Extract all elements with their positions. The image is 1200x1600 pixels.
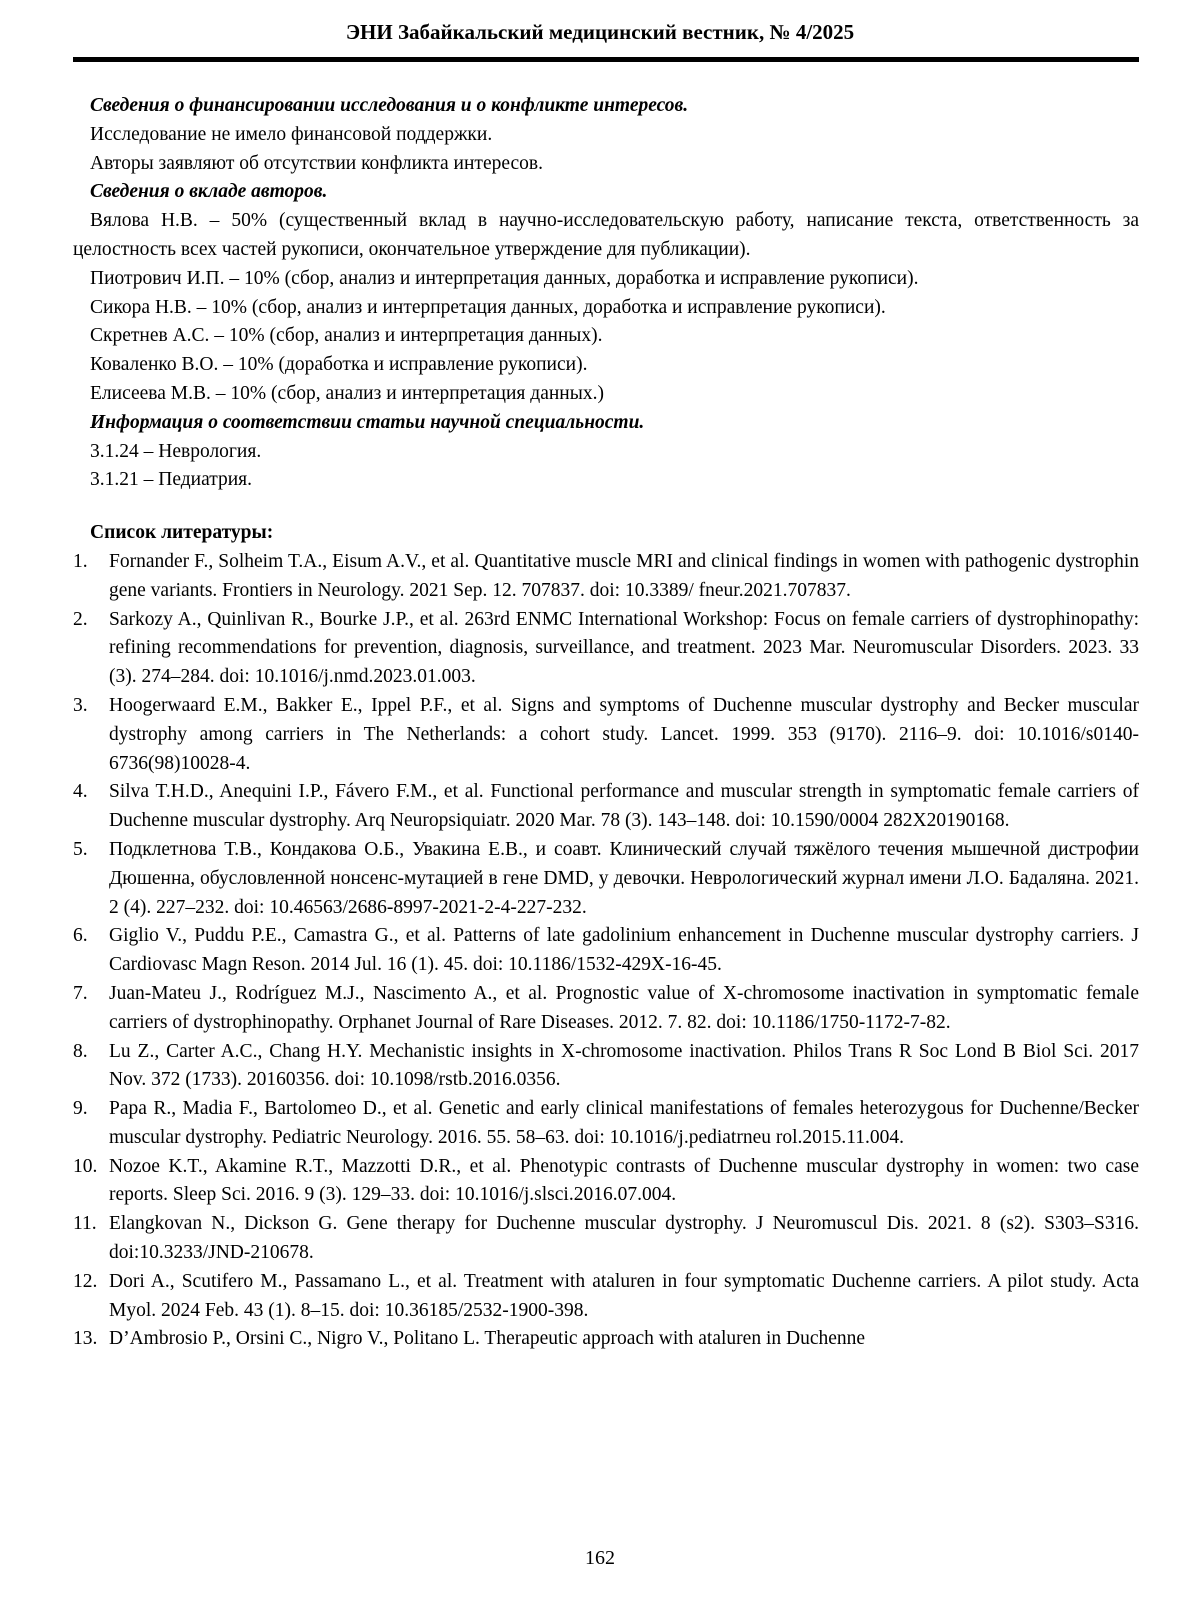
reference-number: 6. <box>73 925 88 947</box>
header-rule <box>73 57 1139 62</box>
reference-number: 4. <box>73 781 88 803</box>
reference-item <box>73 1153 1139 1211</box>
contribution-line: Сикора Н.В. – 10% (сбор, анализ и интерпретация данных, доработка и исправление рукописи). <box>90 296 886 318</box>
page-number: 162 <box>585 1547 615 1569</box>
reference-text: Подклетнова Т.В., Кондакова О.Б., Увакина Е.В., и соавт. Клинический случай тяжёлого течения мышечной дистрофии Дюшенна, обусловленной нонсенс-мутацией в гене DMD, у девочки. Неврологический журнал имени Л.О. Бадаляна. 2021. 2 (4). 227–232. doi: 10.46563/2686-8997-2021-2-4-227-232. <box>109 838 1139 918</box>
contribution-line: Пиотрович И.П. – 10% (сбор, анализ и интерпретация данных, доработка и исправление рукописи). <box>90 267 919 289</box>
reference-number: 11. <box>73 1213 97 1235</box>
contribution-line: Скретнев А.С. – 10% (сбор, анализ и интерпретация данных). <box>90 325 603 347</box>
reference-text: Sarkozy A., Quinlivan R., Bourke J.P., et al. 263rd ENMC International Workshop: Focus on female carriers of dystrophinopathy: refining recommendations for prevention, diagnosis, surveillance, and treatment. 2023 Mar. Neuromuscular Disorders. 2023. 33 (3). 274–284. doi: 10.1016/j.nmd.2023.01.003. <box>109 608 1139 688</box>
conflict-line: Авторы заявляют об отсутствии конфликта интересов. <box>90 152 543 174</box>
reference-number: 8. <box>73 1040 88 1062</box>
article-body <box>73 92 1139 1354</box>
reference-number: 3. <box>73 694 88 716</box>
reference-number: 1. <box>73 550 88 572</box>
reference-item <box>73 548 1139 606</box>
specialty-line: 3.1.24 – Неврология. <box>90 440 262 462</box>
reference-number: 2. <box>73 608 88 630</box>
reference-text: Fornander F., Solheim T.A., Eisum A.V., et al. Quantitative muscle MRI and clinical findings in women with pathogenic dystrophin gene variants. Frontiers in Neurology. 2021 Sep. 12. 707837. doi: 10.3389/ fneur.2021.707837. <box>109 550 1139 601</box>
reference-text: Hoogerwaard E.M., Bakker E., Ippel P.F., et al. Signs and symptoms of Duchenne muscular dystrophy and Becker muscular dystrophy among carriers in The Netherlands: a cohort study. Lancet. 1999. 353 (9170). 2116–9. doi: 10.1016/s0140-6736(98)10028-4. <box>109 694 1139 774</box>
reference-text: Silva T.H.D., Anequini I.P., Fávero F.M., et al. Functional performance and muscular strength in symptomatic female carriers of Duchenne muscular dystrophy. Arq Neuropsiquiatr. 2020 Mar. 78 (3). 143–148. doi: 10.1590/0004 282X20190168. <box>109 781 1139 832</box>
reference-item <box>73 1210 1139 1268</box>
reference-item <box>73 1325 1139 1354</box>
references-title: Список литературы: <box>90 522 274 544</box>
reference-item <box>73 836 1139 922</box>
reference-text: Elangkovan N., Dickson G. Gene therapy for Duchenne muscular dystrophy. J Neuromuscul Dis. 2021. 8 (s2). S303–S316. doi:10.3233/JND-210678. <box>109 1213 1139 1264</box>
specialty-line: 3.1.21 – Педиатрия. <box>90 469 253 491</box>
reference-number: 9. <box>73 1098 88 1120</box>
reference-text: Juan-Mateu J., Rodríguez M.J., Nascimento A., et al. Prognostic value of X-chromosome inactivation in symptomatic female carriers of dystrophinopathy. Orphanet Journal of Rare Diseases. 2012. 7. 82. doi: 10.1186/1750-1172-7-82. <box>109 982 1139 1033</box>
reference-text: D’Ambrosio P., Orsini C., Nigro V., Politano L. Therapeutic approach with ataluren in Duchenne <box>109 1328 866 1350</box>
reference-number: 12. <box>73 1270 98 1292</box>
specialty-heading: Информация о соответствии статьи научной специальности. <box>90 411 645 433</box>
reference-text: Giglio V., Puddu P.E., Camastra G., et al. Patterns of late gadolinium enhancement in Duchenne muscular dystrophy carriers. J Cardiovasc Magn Reson. 2014 Jul. 16 (1). 45. doi: 10.1186/1532-429X-16-45. <box>109 925 1139 976</box>
contribution-line: Коваленко В.О. – 10% (доработка и исправление рукописи). <box>90 354 588 376</box>
reference-item <box>73 606 1139 692</box>
reference-number: 13. <box>73 1328 98 1350</box>
contribution-heading: Сведения о вкладе авторов. <box>90 181 328 203</box>
funding-heading: Сведения о финансировании исследования и о конфликте интересов. <box>90 95 689 116</box>
reference-text: Nozoe K.T., Akamine R.T., Mazzotti D.R., et al. Phenotypic contrasts of Duchenne muscular dystrophy in women: two case reports. Sleep Sci. 2016. 9 (3). 129–33. doi: 10.1016/j.slsci.2016.07.004. <box>109 1155 1139 1206</box>
reference-text: Lu Z., Carter A.C., Chang H.Y. Mechanistic insights in X-chromosome inactivation. Philos Trans R Soc Lond B Biol Sci. 2017 Nov. 372 (1733). 20160356. doi: 10.1098/rstb.2016.0356. <box>109 1040 1139 1091</box>
reference-number: 5. <box>73 838 88 860</box>
reference-text: Dori A., Scutifero M., Passamano L., et al. Treatment with ataluren in four symptomatic Duchenne carriers. A pilot study. Acta Myol. 2024 Feb. 43 (1). 8–15. doi: 10.36185/2532-1900-398. <box>109 1270 1139 1321</box>
reference-item <box>73 692 1139 778</box>
running-header: ЭНИ Забайкальский медицинский вестник, № 4/2025 <box>345 20 855 44</box>
reference-item <box>73 1268 1139 1326</box>
reference-list <box>73 548 1139 1354</box>
reference-item <box>73 1095 1139 1153</box>
reference-item <box>73 980 1139 1038</box>
reference-text: Papa R., Madia F., Bartolomeo D., et al. Genetic and early clinical manifestations of females heterozygous for Duchenne/Becker muscular dystrophy. Pediatric Neurology. 2016. 55. 58–63. doi: 10.1016/j.pediatrneu rol.2015.11.004. <box>109 1098 1139 1148</box>
spacer <box>73 495 1139 519</box>
contribution-line: Вялова Н.В. – 50% (существенный вклад в научно-исследовательскую работу, написание текста, ответственность за целостность всех частей рукописи, окончательное утверждение для публикации). <box>73 210 1139 260</box>
funding-line: Исследование не имело финансовой поддержки. <box>90 123 493 145</box>
reference-number: 10. <box>73 1155 98 1177</box>
reference-item <box>73 922 1139 980</box>
contribution-line: Елисеева М.В. – 10% (сбор, анализ и интерпретация данных.) <box>90 382 604 404</box>
reference-item <box>73 778 1139 836</box>
reference-item <box>73 1038 1139 1096</box>
reference-number: 7. <box>73 982 88 1004</box>
